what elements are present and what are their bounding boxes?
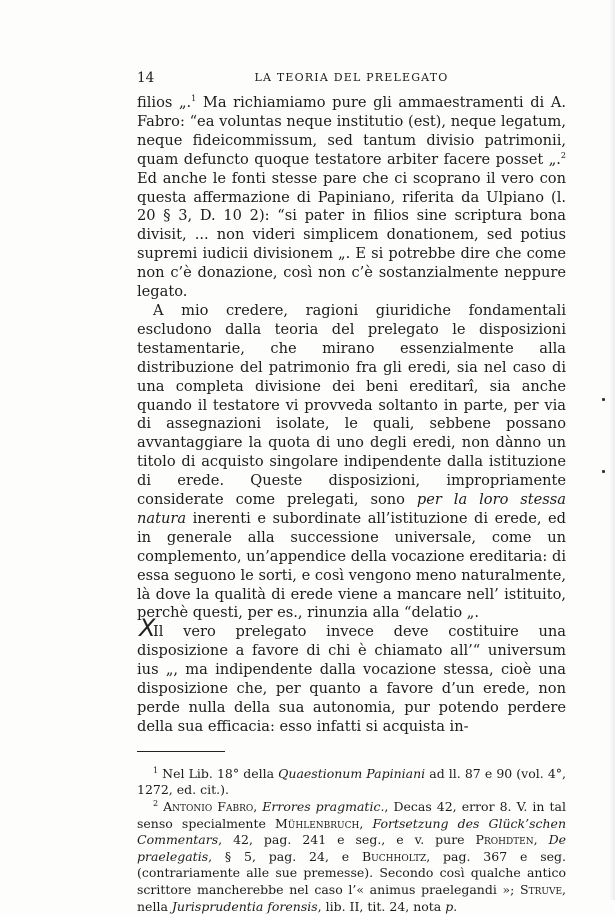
paragraph-3-text xyxy=(137,623,566,735)
text-run: ad ll. 87 e 90 (vol. 4°, 1272, ed. cit.). xyxy=(137,765,567,798)
text-run: A mio credere, ragioni giuridiche fondamentali escludono dalla teoria del prelegato le disposizioni testamentarie, che mirano essenzialmente alla distribuzione del patrimonio fra gli eredi, sia nel caso di una completa divisione dei beni ereditarî, sia anche quando il testatore vi provveda soltanto in parte, per via di assegnazioni isolate, le quali, sebbene possano avvantaggiare la quota di uno degli eredi, non dànno un titolo di acquisto singolare indipendente dalla istituzione di erede. Queste disposizioni, impropriamente considerate come prelegati, sono xyxy=(137,301,566,509)
text-run: Nel Lib. 18° della xyxy=(158,765,279,781)
text-run: inerenti e subordinate all’istituzione di erede, ed in generale alla successione universale, come un complemento, un’appendice della vocazione ereditaria: di essa seguono le sorti, e così vengono meno naturalmente, là dove la qualità di erede viene a mancare nell’ istituito, perchè questi, per es., rinunzia alla “delatio „. xyxy=(137,509,566,622)
footnote-separator xyxy=(137,751,225,752)
footnote-ref: 2 xyxy=(560,150,566,160)
italic-run: De praelegatis xyxy=(137,832,566,864)
text-run: Ed anche le fonti stesse pare che ci scoprano il vero con questa affermazione di Papiniano, riferita da Ulpiano (l. 20 § 3, D. 10 2): “si pater in filios sine scriptura bona divisit, ... non videri simplicem donationem, sed potius supremi iudicii divisionem „. E si potrebbe dire che come non c’è donazione, così non c’è sostanzialmente neppure legato. xyxy=(137,169,566,301)
text-run: Buchholtz xyxy=(361,848,427,864)
margin-cross-mark: X xyxy=(139,614,156,643)
scan-speck xyxy=(602,398,605,401)
text-run: , nella xyxy=(137,881,566,914)
text-run: , xyxy=(533,832,549,848)
page-header xyxy=(137,70,566,90)
footnote-1 xyxy=(137,766,566,799)
text-run: Mühlenbruch xyxy=(275,815,360,831)
text-run: filios „. xyxy=(137,94,192,111)
footnote-ref: 2 xyxy=(153,798,159,808)
text-run: Prohdten xyxy=(475,832,534,848)
italic-run: Fortsetzung des Glück’schen Commentars xyxy=(137,815,567,848)
italic-run: Jurisprudentia forensis xyxy=(171,898,318,914)
paragraph-2 xyxy=(137,302,566,623)
italic-run: Quaestionum Papiniani xyxy=(278,765,426,781)
scan-speck xyxy=(602,470,605,473)
page-number: 14 xyxy=(137,70,155,86)
text-run: , lib. II, tit. 24, nota xyxy=(317,898,446,914)
footnote-ref: 1 xyxy=(191,94,197,104)
book-page xyxy=(137,70,566,915)
main-text xyxy=(137,94,566,737)
text-run: , xyxy=(359,815,373,831)
text-run: , pag. 367 e seg. (contrariamente alle sue premesse). Secondo così qualche antico scrittore mancherebbe nel caso l’« animus praelegandi »; xyxy=(137,848,566,897)
paragraph-1 xyxy=(137,94,566,302)
text-run: Ma richiamiamo pure gli ammaestramenti di A. Fabro: “ea voluntas neque institutio (est), neque legatum, neque fideicommissum, sed tantum divisio patrimonii, quam defuncto quoque testatore arbiter facere posset „. xyxy=(137,94,567,168)
footnote-2 xyxy=(137,799,566,915)
text-run: , Decas 42, error 8. V. in tal senso specialmente xyxy=(137,799,566,831)
running-title: LA TEORIA DEL PRELEGATO xyxy=(254,71,449,84)
text-run: Il vero prelegato invece deve costituire una disposizione a favore di chi è chiamato all’“ universum ius „, ma indipendente dalla vocazione stessa, cioè una disposizione che, per quanto a favore d’un erede, non perde nulla della sua autonomia, pur potendo perdere della sua efficacia: esso infatti si acquista in- xyxy=(137,623,566,735)
page-edge-shadow xyxy=(609,0,615,900)
paragraph-3 xyxy=(137,614,566,736)
text-run: , xyxy=(253,799,263,814)
italic-run: p. xyxy=(445,898,458,914)
text-run: , 42, pag. 241 e seg., e v. pure xyxy=(218,832,476,848)
italic-run: Errores pragmatic. xyxy=(262,799,385,814)
text-run: , § 5, pag. 24, e xyxy=(208,848,362,864)
text-run: Struve xyxy=(520,881,563,897)
text-run: Antonio Fabro xyxy=(158,799,254,814)
italic-run: per la loro stessa natura xyxy=(137,491,566,527)
footnotes xyxy=(137,766,566,915)
footnote-ref: 1 xyxy=(153,765,159,775)
